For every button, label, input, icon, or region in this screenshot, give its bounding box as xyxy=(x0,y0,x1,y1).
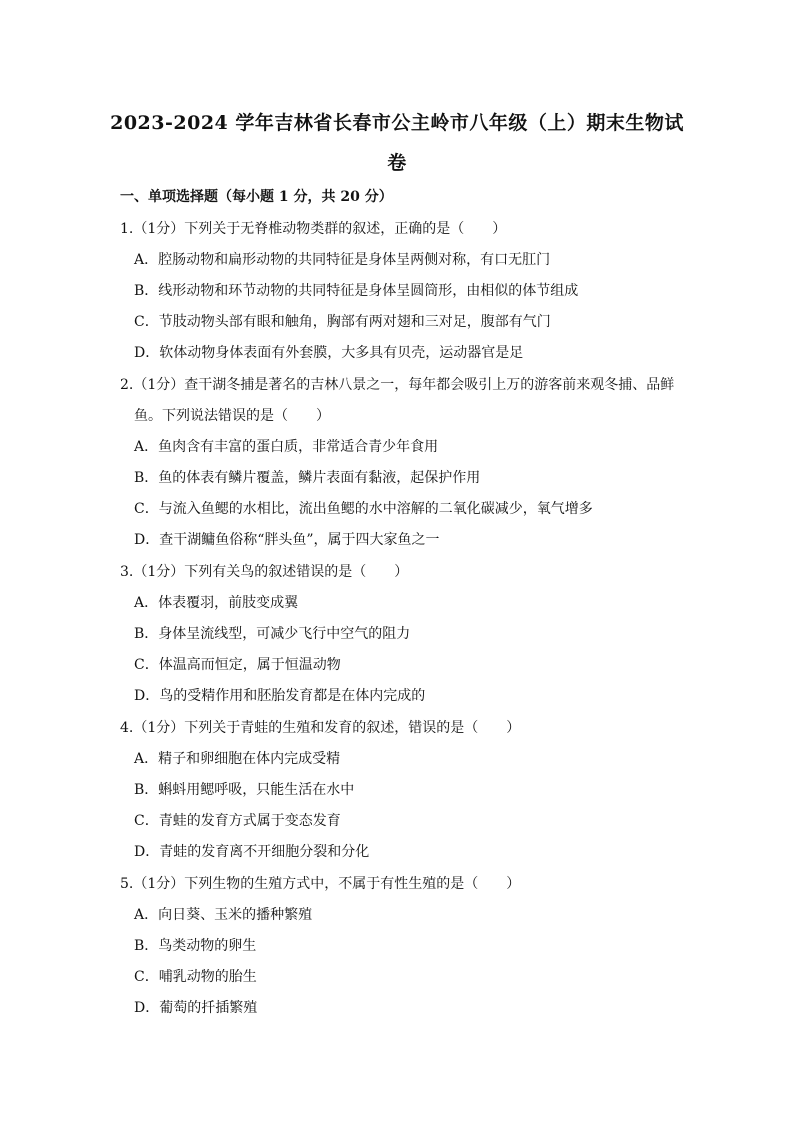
question-1-option-c: C．节肢动物头部有眼和触角，胸部有两对翅和三对足，腹部有气门 xyxy=(134,314,551,330)
question-5-stem: 5.（1分）下列生物的生殖方式中，不属于有性生殖的是（ ） xyxy=(120,876,521,892)
exam-title-line-1: 2023-2024 学年吉林省长春市公主岭市八年级（上）期末生物试 xyxy=(110,112,684,134)
question-4-option-c: C．青蛙的发育方式属于变态发育 xyxy=(134,813,341,829)
question-5-option-b: B．鸟类动物的卵生 xyxy=(134,938,257,954)
question-3-option-b: B．身体呈流线型，可减少飞行中空气的阻力 xyxy=(134,626,411,642)
question-2-option-b: B．鱼的体表有鳞片覆盖，鳞片表面有黏液，起保护作用 xyxy=(134,470,481,486)
question-2-option-c: C．与流入鱼鳃的水相比，流出鱼鳃的水中溶解的二氧化碳减少，氧气增多 xyxy=(134,501,593,517)
question-5-option-a: A．向日葵、玉米的播种繁殖 xyxy=(134,907,313,923)
question-3-stem: 3.（1分）下列有关鸟的叙述错误的是（ ） xyxy=(120,564,409,580)
question-4-stem: 4.（1分）下列关于青蛙的生殖和发育的叙述，错误的是（ ） xyxy=(120,720,521,736)
question-4-option-b: B．蝌蚪用鳃呼吸，只能生活在水中 xyxy=(134,782,355,798)
question-4-option-d: D．青蛙的发育离不开细胞分裂和分化 xyxy=(134,844,370,860)
question-5-option-d: D．葡萄的扦插繁殖 xyxy=(134,1000,258,1016)
question-1-option-d: D．软体动物身体表面有外套膜，大多具有贝壳，运动器官是足 xyxy=(134,345,524,361)
question-1-option-a: A．腔肠动物和扁形动物的共同特征是身体呈两侧对称，有口无肛门 xyxy=(134,252,551,268)
question-2-stem: 2.（1分）查干湖冬捕是著名的吉林八景之一，每年都会吸引上万的游客前来观冬捕、品鲜 xyxy=(120,377,675,393)
question-5-option-c: C．哺乳动物的胎生 xyxy=(134,969,257,985)
question-3-option-d: D．鸟的受精作用和胚胎发育都是在体内完成的 xyxy=(134,688,426,704)
question-1-stem: 1.（1分）下列关于无脊椎动物类群的叙述，正确的是（ ） xyxy=(120,221,507,237)
question-2-option-a: A．鱼肉含有丰富的蛋白质，非常适合青少年食用 xyxy=(134,439,439,455)
question-3-option-a: A．体表覆羽，前肢变成翼 xyxy=(134,595,299,611)
question-1-option-b: B．线形动物和环节动物的共同特征是身体呈圆筒形，由相似的体节组成 xyxy=(134,283,579,299)
question-4-option-a: A．精子和卵细胞在体内完成受精 xyxy=(134,751,341,767)
question-2-option-d: D．查干湖鳙鱼俗称“胖头鱼”，属于四大家鱼之一 xyxy=(134,532,440,548)
exam-title-line-2: 卷 xyxy=(387,152,407,174)
question-3-option-c: C．体温高而恒定，属于恒温动物 xyxy=(134,657,341,673)
section-heading: 一、单项选择题（每小题 1 分，共 20 分） xyxy=(120,189,393,205)
question-2-stem-continued: 鱼。下列说法错误的是（ ） xyxy=(134,408,330,424)
